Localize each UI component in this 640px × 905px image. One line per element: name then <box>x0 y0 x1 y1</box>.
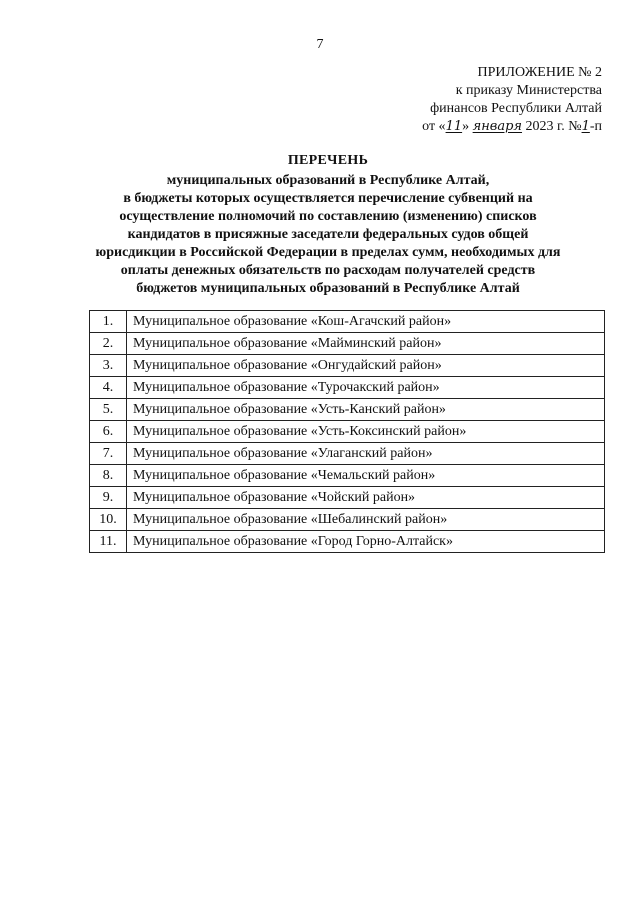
table-row <box>90 311 605 333</box>
appendix-header <box>342 64 602 136</box>
row-number: 5. <box>90 399 127 421</box>
date-month: января <box>472 119 523 134</box>
row-number: 10. <box>90 509 127 531</box>
row-number: 7. <box>90 443 127 465</box>
title-line: муниципальных образований в Республике Алтай, <box>166 173 490 188</box>
row-number: 1. <box>90 311 127 333</box>
title-line: оплаты денежных обязательств по расходам получателей средств <box>120 263 536 278</box>
row-number: 6. <box>90 421 127 443</box>
row-number: 11. <box>90 531 127 553</box>
date-prefix: от « <box>422 119 446 134</box>
appendix-order-line: к приказу Министерства <box>455 83 602 98</box>
table-row <box>90 465 605 487</box>
municipality-name: Муниципальное образование «Город Горно-Алтайск» <box>127 531 605 553</box>
title-line: бюджетов муниципальных образований в Республике Алтай <box>136 281 520 296</box>
municipality-name: Муниципальное образование «Усть-Коксинский район» <box>127 421 605 443</box>
table-row <box>90 333 605 355</box>
title-heading: ПЕРЕЧЕНЬ <box>287 153 369 168</box>
document-title <box>60 152 596 298</box>
appendix-date-line <box>342 118 602 136</box>
page-number: 7 <box>316 37 324 52</box>
row-number: 9. <box>90 487 127 509</box>
row-number: 3. <box>90 355 127 377</box>
appendix-title: ПРИЛОЖЕНИЕ № 2 <box>477 65 602 80</box>
table-row <box>90 487 605 509</box>
row-number: 2. <box>90 333 127 355</box>
date-mid: » <box>462 119 470 134</box>
municipality-name: Муниципальное образование «Чойский район» <box>127 487 605 509</box>
order-number: 1 <box>581 119 590 134</box>
table-row <box>90 531 605 553</box>
municipality-name: Муниципальное образование «Майминский район» <box>127 333 605 355</box>
municipality-name: Муниципальное образование «Шебалинский район» <box>127 509 605 531</box>
municipality-name: Муниципальное образование «Усть-Канский район» <box>127 399 605 421</box>
municipality-name: Муниципальное образование «Турочакский район» <box>127 377 605 399</box>
table-row <box>90 377 605 399</box>
order-number-suffix: -п <box>589 119 602 134</box>
order-number-prefix: № <box>568 119 582 134</box>
municipalities-table <box>89 310 605 553</box>
appendix-ministry-line: финансов Республики Алтай <box>430 101 602 116</box>
title-line: кандидатов в присяжные заседатели федеральных судов общей <box>127 227 529 242</box>
date-day: 11 <box>445 119 463 134</box>
municipality-name: Муниципальное образование «Улаганский район» <box>127 443 605 465</box>
table-row <box>90 509 605 531</box>
table-row <box>90 355 605 377</box>
table-row <box>90 421 605 443</box>
municipality-name: Муниципальное образование «Онгудайский район» <box>127 355 605 377</box>
row-number: 8. <box>90 465 127 487</box>
municipality-name: Муниципальное образование «Кош-Агачский район» <box>127 311 605 333</box>
table-row <box>90 399 605 421</box>
municipality-name: Муниципальное образование «Чемальский район» <box>127 465 605 487</box>
title-line: в бюджеты которых осуществляется перечисление субвенций на <box>123 191 533 206</box>
table-row <box>90 443 605 465</box>
date-year: 2023 г. <box>525 119 565 134</box>
title-line: осуществление полномочий по составлению (изменению) списков <box>119 209 537 224</box>
title-line: юрисдикции в Российской Федерации в пределах сумм, необходимых для <box>95 245 561 260</box>
row-number: 4. <box>90 377 127 399</box>
